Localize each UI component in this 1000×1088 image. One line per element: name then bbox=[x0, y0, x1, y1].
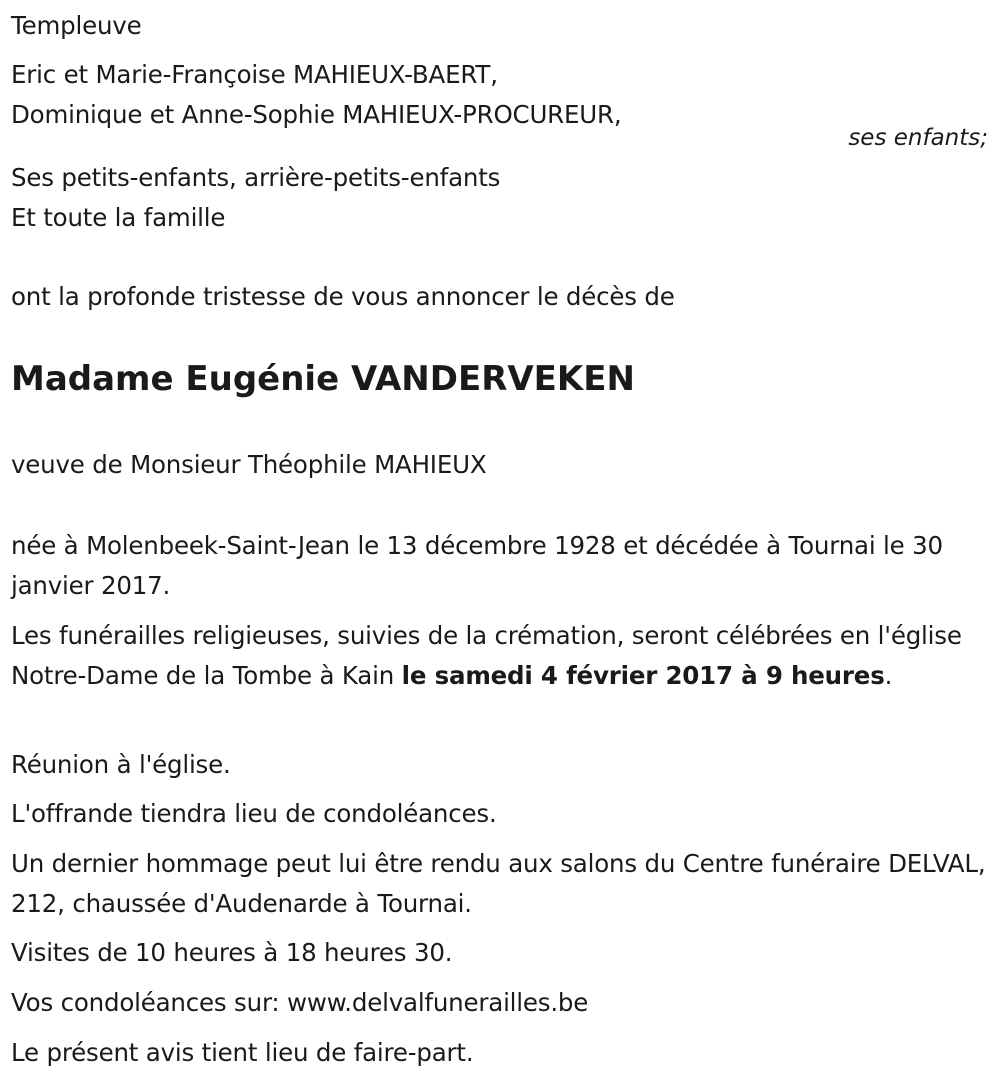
funeral-text: Les funérailles religieuses, suivies de la crémation, seront célébrées en l'église Notre-Dame de la Tombe à Kain bbox=[11, 621, 962, 690]
visits: Visites de 10 heures à 18 heures 30. bbox=[11, 938, 453, 967]
offering: L'offrande tiendra lieu de condoléances. bbox=[11, 799, 497, 828]
meeting: Réunion à l'église. bbox=[11, 750, 231, 779]
funeral-info bbox=[11, 616, 991, 696]
location: Templeuve bbox=[11, 11, 142, 40]
deceased-name: Madame Eugénie VANDERVEKEN bbox=[11, 359, 635, 399]
children-label: ses enfants; bbox=[848, 125, 988, 151]
tribute: Un dernier hommage peut lui être rendu aux salons du Centre funéraire DELVAL, 212, chaussée d'Audenarde à Tournai. bbox=[11, 849, 986, 918]
funeral-date: le samedi 4 février 2017 à 9 heures bbox=[401, 661, 885, 690]
notice-text: Le présent avis tient lieu de faire-part. bbox=[11, 1038, 474, 1067]
announcement: ont la profonde tristesse de vous annoncer le décès de bbox=[11, 282, 675, 311]
children-line-1: Eric et Marie-Françoise MAHIEUX-BAERT, bbox=[11, 60, 498, 89]
funeral-end: . bbox=[884, 661, 893, 690]
family-line-2: Et toute la famille bbox=[11, 203, 226, 232]
widow-of: veuve de Monsieur Théophile MAHIEUX bbox=[11, 450, 487, 479]
condolences: Vos condoléances sur: www.delvalfunerailles.be bbox=[11, 988, 589, 1017]
children-line-2: Dominique et Anne-Sophie MAHIEUX-PROCUREUR, bbox=[11, 100, 622, 129]
birth-death: née à Molenbeek-Saint-Jean le 13 décembre 1928 et décédée à Tournai le 30 janvier 2017. bbox=[11, 531, 943, 600]
family-line-1: Ses petits-enfants, arrière-petits-enfants bbox=[11, 163, 501, 192]
